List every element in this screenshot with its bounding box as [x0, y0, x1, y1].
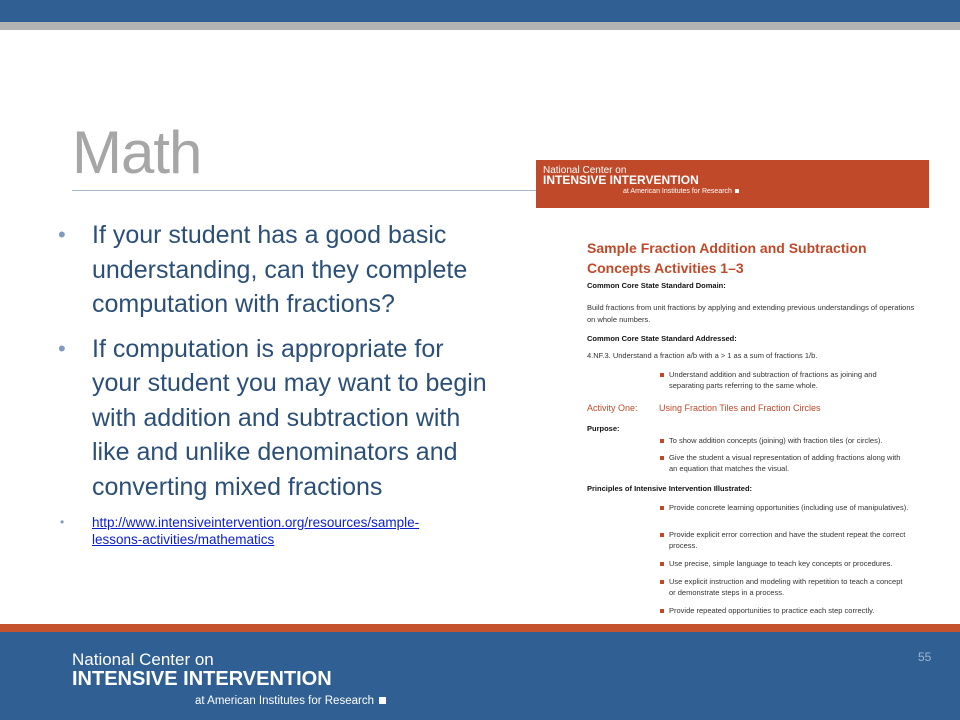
principles-heading: Principles of Intensive Intervention Illustrated: [587, 484, 753, 493]
top-band [0, 0, 960, 22]
footer-org-line3 [195, 695, 386, 707]
activity-label: Activity One: [587, 403, 638, 413]
square-icon [379, 697, 386, 704]
footer-accent-bar [0, 624, 960, 632]
bullet-item [56, 218, 496, 322]
activity-title: Using Fraction Tiles and Fraction Circles [659, 403, 821, 413]
square-bullet-icon [660, 439, 664, 443]
bullet-icon: • [58, 222, 66, 247]
square-bullet-icon [660, 580, 664, 584]
document-thumbnail [536, 160, 929, 622]
footer-org-line2: INTENSIVE INTERVENTION [72, 668, 332, 690]
bullet-list [56, 218, 496, 548]
bullet-icon: • [60, 515, 65, 529]
document-title [587, 238, 917, 278]
principles-bullet: Provide concrete learning opportunities (including use of manipulatives). [669, 503, 909, 512]
footer [0, 632, 960, 720]
resource-link-line2: lessons-activities/mathematics [92, 532, 275, 547]
bullet-text: If your student has a good basic understanding, can they complete computation with fractions? [92, 221, 468, 318]
document-header [536, 160, 929, 208]
footer-org-line1: National Center on [72, 650, 214, 669]
document-header-line1: National Center on [543, 165, 627, 176]
principles-bullet: Provide explicit error correction and have the student repeat the correct process. [669, 530, 906, 550]
purpose-bullet: Give the student a visual representation of adding fractions along with an equation that matches the visual. [669, 453, 901, 473]
purpose-heading: Purpose: [587, 424, 620, 433]
addressed-text: 4.NF.3. Understand a fraction a/b with a > 1 as a sum of fractions 1/b. [587, 351, 818, 360]
link-item [56, 514, 496, 548]
resource-link[interactable] [92, 515, 419, 547]
document-header-line3-text: at American Institutes for Research [623, 188, 732, 195]
purpose-bullet: To show addition concepts (joining) with fraction tiles (or circles). [669, 436, 883, 445]
footer-org-line3-text: at American Institutes for Research [195, 695, 374, 707]
resource-link-line1: http://www.intensiveintervention.org/resources/sample- [92, 515, 420, 530]
square-bullet-icon [660, 562, 664, 566]
domain-heading: Common Core State Standard Domain: [587, 281, 726, 290]
addressed-bullet: Understand addition and subtraction of fractions as joining and separating parts referring to the same whole. [669, 370, 877, 390]
addressed-heading: Common Core State Standard Addressed: [587, 334, 737, 343]
slide-number: 55 [918, 650, 932, 664]
slide-title: Math [72, 119, 202, 186]
square-bullet-icon [660, 373, 664, 377]
square-bullet-icon [660, 609, 664, 613]
document-header-line3 [623, 188, 739, 195]
bullet-item [56, 332, 496, 505]
top-stripe [0, 22, 960, 30]
domain-text: Build fractions from unit fractions by applying and extending previous understandings of operations on whole numbers. [587, 303, 915, 324]
bullet-text: If computation is appropriate for your student you may want to begin with addition and subtraction with like and unlike denominators and converting mixed fractions [92, 334, 487, 501]
square-bullet-icon [660, 456, 664, 460]
square-icon [735, 189, 739, 193]
principles-bullet: Provide repeated opportunities to practice each step correctly. [669, 606, 875, 615]
square-bullet-icon [660, 533, 664, 537]
principles-bullet: Use precise, simple language to teach key concepts or procedures. [669, 559, 893, 568]
document-header-line2: INTENSIVE INTERVENTION [543, 173, 699, 187]
bullet-icon: • [58, 335, 66, 361]
document-title-line1: Sample Fraction Addition and Subtraction [587, 240, 867, 256]
square-bullet-icon [660, 506, 664, 510]
principles-bullet: Use explicit instruction and modeling with repetition to teach a concept or demonstrate steps in a process. [669, 577, 903, 597]
document-title-line2: Concepts Activities 1–3 [587, 260, 744, 276]
